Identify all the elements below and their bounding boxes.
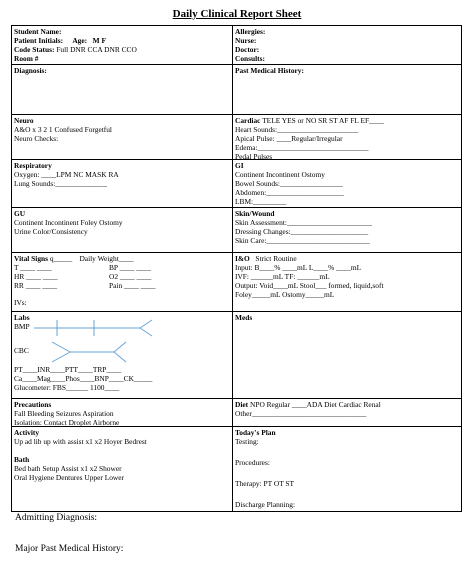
- abdomen: Abdomen:_____________________: [235, 188, 344, 197]
- vital-bp: BP ____ ____: [109, 263, 152, 272]
- cbc-fishbone-line: [114, 342, 126, 352]
- activity-options: Up ad lib up with assist x1 x2 Hoyer Bedrest: [14, 437, 147, 446]
- glucometer: Glucometer: FBS______ 1100____: [14, 383, 120, 392]
- doctor-label: Doctor:: [235, 45, 260, 54]
- bath-heading: Bath: [14, 455, 30, 464]
- sex-options: M F: [92, 36, 106, 45]
- dressing-changes: Dressing Changes:_____________________: [235, 227, 369, 236]
- oxygen: Oxygen: ____LPM NC MASK RA: [14, 170, 119, 179]
- cbc-fishbone-line: [114, 352, 126, 362]
- gi-heading: GI: [235, 161, 244, 170]
- student-name-label: Student Name:: [14, 27, 62, 36]
- urine-color: Urine Color/Consistency: [14, 227, 88, 236]
- gu-continence: Continent Incontinent Foley Ostomy: [14, 218, 123, 227]
- skin-heading: Skin/Wound: [235, 209, 275, 218]
- vital-rr: RR ____ ____: [14, 281, 58, 290]
- nurse-label: Nurse:: [235, 36, 257, 45]
- neuro-heading: Neuro: [14, 116, 34, 125]
- apical-pulse: Apical Pulse: ____Regular/Irregular: [235, 134, 343, 143]
- daily-weight: Daily Weight____: [79, 254, 134, 263]
- activity-section: [12, 427, 232, 511]
- neuro-checks: Neuro Checks:: [14, 134, 59, 143]
- io-output: Output: Void____mL Stool___ formed, liquid,soft: [235, 281, 384, 290]
- major-pmh-label: Major Past Medical History:: [15, 544, 124, 554]
- diagnosis-section: [12, 65, 232, 114]
- respiratory-heading: Respiratory: [14, 161, 52, 170]
- gu-section: [12, 208, 232, 252]
- respiratory-section: [12, 160, 232, 207]
- plan-therapy: Therapy: PT OT ST: [235, 479, 295, 488]
- electrolyte-labs: Ca____Mag____Phos____BNP____CK_____: [14, 374, 153, 383]
- pmh-heading: Past Medical History:: [235, 66, 304, 75]
- lbm: LBM:_________: [235, 197, 287, 206]
- clinical-report-table: [11, 25, 462, 512]
- vital-t: T ____ ____: [14, 263, 52, 272]
- vital-hr: HR ____ ____: [14, 272, 58, 281]
- bmp-fishbone-line: [140, 320, 152, 328]
- cbc-label: CBC: [14, 346, 29, 355]
- cardiac-options: TELE YES or NO SR ST AF FL EF____: [262, 116, 384, 125]
- vitals-section: [12, 253, 232, 311]
- labs-heading: Labs: [14, 313, 30, 322]
- diet-options: NPO Regular ____ADA Diet Cardiac Renal: [250, 400, 381, 409]
- io-options: Strict Routine: [255, 254, 297, 263]
- coag-labs: PT____INR____PTT____TRP____: [14, 365, 122, 374]
- plan-heading: Today's Plan: [235, 428, 276, 437]
- skin-care: Skin Care:____________________________: [235, 236, 370, 245]
- labs-section: [12, 312, 232, 398]
- cbc-fishbone-line: [52, 352, 70, 362]
- care-team-info: [233, 26, 461, 64]
- gu-heading: GU: [14, 209, 26, 218]
- skin-assessment: Skin Assessment:_______________________: [235, 218, 372, 227]
- gi-continence: Continent Incontinent Ostomy: [235, 170, 325, 179]
- cardiac-section: [233, 115, 461, 159]
- allergies-label: Allergies:: [235, 27, 266, 36]
- precautions-isolation: Isolation: Contact Droplet Airborne: [14, 418, 120, 426]
- diagnosis-heading: Diagnosis:: [14, 66, 47, 75]
- activity-heading: Activity: [14, 428, 40, 437]
- diet-other: Other_______________________________: [235, 409, 367, 418]
- meds-section: [233, 312, 461, 398]
- vital-pain: Pain ____ ____: [109, 281, 156, 290]
- cardiac-heading: Cardiac: [235, 116, 261, 125]
- plan-procedures: Procedures:: [235, 458, 270, 467]
- io-input: Input: B____% ____mL L____% ____mL: [235, 263, 362, 272]
- plan-section: [233, 427, 461, 511]
- plan-testing: Testing:: [235, 437, 259, 446]
- bmp-fishbone-line: [140, 328, 152, 336]
- heart-sounds: Heart Sounds:______________________: [235, 125, 359, 134]
- diet-section: [233, 399, 461, 426]
- meds-heading: Meds: [235, 313, 253, 322]
- consults-label: Consults:: [235, 54, 265, 63]
- neuro-orientation: A&O x 3 2 1 Confused Forgetful: [14, 125, 112, 134]
- bowel-sounds: Bowel Sounds:_________________: [235, 179, 343, 188]
- ivs-label: IVs:: [14, 298, 27, 307]
- precautions-fall: Fall Bleeding Seizures Aspiration: [14, 409, 114, 418]
- neuro-section: [12, 115, 232, 159]
- cbc-fishbone-line: [52, 342, 70, 352]
- plan-discharge: Discharge Planning:: [235, 500, 296, 509]
- patient-initials-label: Patient Initials:: [14, 36, 64, 45]
- io-section: [233, 253, 461, 311]
- vitals-heading: Vital Signs: [14, 254, 49, 263]
- edema: Edema:______________________________: [235, 143, 369, 152]
- bath-options: Bed bath Setup Assist x1 x2 Shower: [14, 464, 122, 473]
- io-heading: I&O: [235, 254, 250, 263]
- io-ivf: IVF: ______mL TF: ______mL: [235, 272, 330, 281]
- patient-info: [12, 26, 232, 64]
- precautions-heading: Precautions: [14, 400, 52, 409]
- vitals-frequency: q_____: [49, 254, 73, 263]
- pmh-section: [233, 65, 461, 114]
- code-status-options: Full DNR CCA DNR CCO: [56, 45, 137, 54]
- page-title: Daily Clinical Report Sheet: [172, 8, 302, 20]
- precautions-section: [12, 399, 232, 426]
- bmp-label: BMP: [14, 322, 30, 331]
- pedal-pulses: Pedal Pulses_________________________: [235, 152, 365, 159]
- room-label: Room #: [14, 54, 39, 63]
- io-foley: Foley_____mL Ostomy_____mL: [235, 290, 335, 299]
- code-status-label: Code Status:: [14, 45, 55, 54]
- diet-heading: Diet: [235, 400, 249, 409]
- age-label: Age:: [72, 36, 88, 45]
- lung-sounds: Lung Sounds:______________: [14, 179, 108, 188]
- admitting-diagnosis-label: Admitting Diagnosis:: [15, 513, 98, 523]
- gi-section: [233, 160, 461, 207]
- skin-section: [233, 208, 461, 252]
- oral-hygiene: Oral Hygiene Dentures Upper Lower: [14, 473, 124, 482]
- vital-o2: O2 ____ ____: [109, 272, 152, 281]
